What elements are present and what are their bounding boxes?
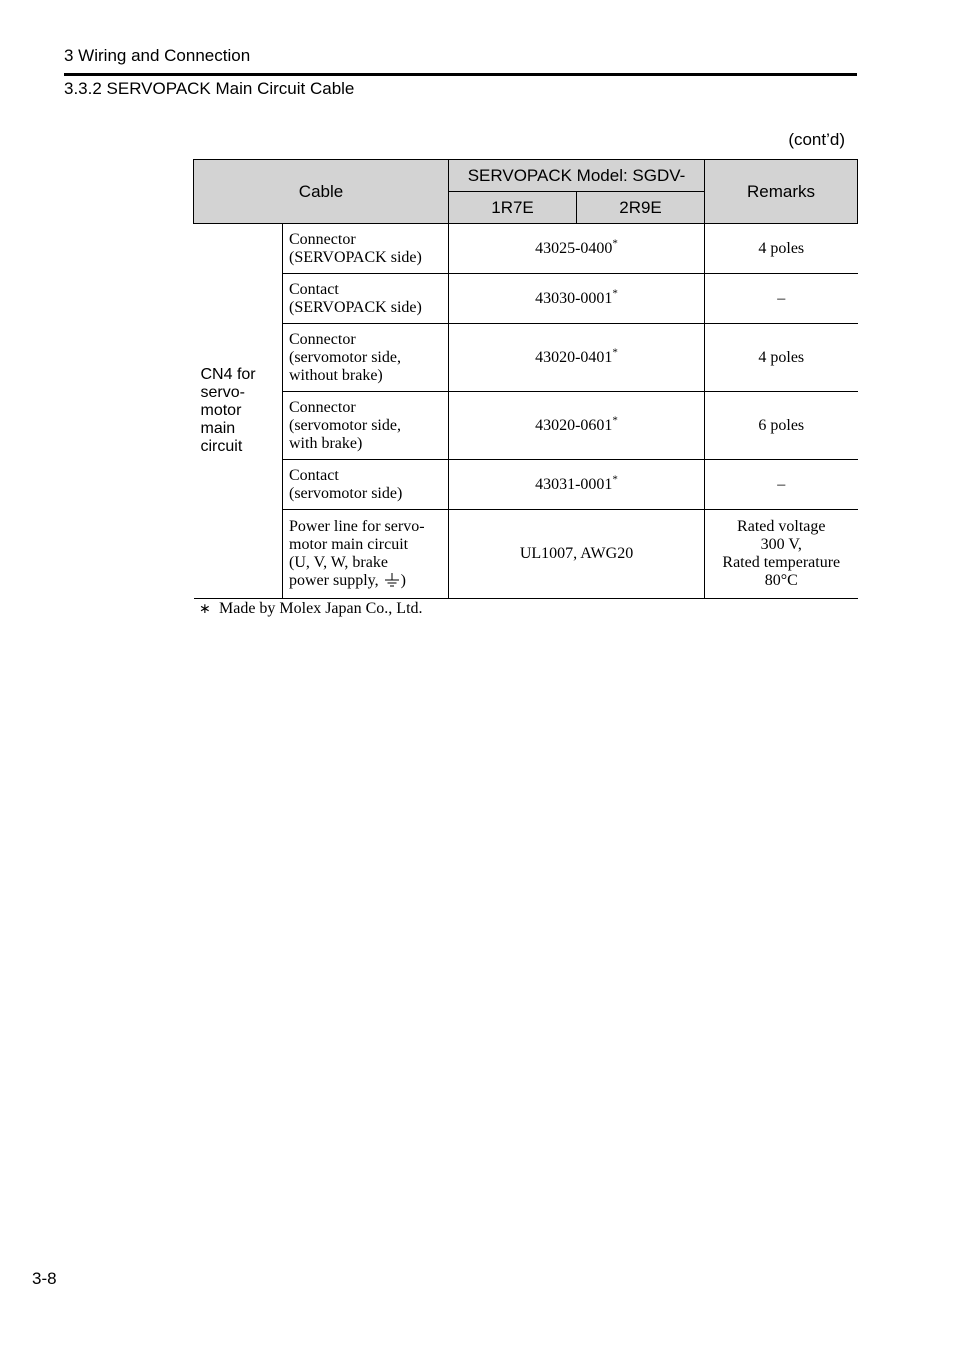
table-row [194, 392, 858, 460]
row-remark: Rated voltage 300 V, Rated temperature 80°C [705, 510, 858, 599]
row-remark: – [705, 460, 858, 510]
header-rule [64, 73, 857, 76]
section-title: 3.3.2 SERVOPACK Main Circuit Cable [64, 79, 355, 98]
row-description: Contact (SERVOPACK side) [283, 274, 449, 324]
header-model-1r7e: 1R7E [449, 192, 577, 224]
group-label: CN4 for servo- motor main circuit [194, 224, 283, 599]
chapter-title: 3 Wiring and Connection [64, 46, 251, 65]
table-row [194, 510, 858, 599]
table-row [194, 224, 858, 274]
table-row [194, 460, 858, 510]
row-description: Connector (SERVOPACK side) [283, 224, 449, 274]
row-model: 43030-0001* [449, 274, 705, 324]
row-description: Connector (servomotor side, with brake) [283, 392, 449, 460]
row-remark: – [705, 274, 858, 324]
cable-table [193, 159, 858, 599]
table-row [194, 274, 858, 324]
row-model: 43031-0001* [449, 460, 705, 510]
asterisk-mark: * [612, 287, 618, 300]
ground-symbol-icon [383, 572, 401, 588]
row-description: Connector (servomotor side, without brake) [283, 324, 449, 392]
row-remark: 6 poles [705, 392, 858, 460]
footnote-mark: ∗ [199, 602, 211, 617]
continued-label: (cont’d) [788, 130, 845, 149]
header-cable: Cable [194, 160, 449, 224]
row-description: Power line for servo- motor main circuit (U, V, W, brake power supply, ) [283, 510, 449, 599]
row-model: 43025-0400* [449, 224, 705, 274]
row-remark: 4 poles [705, 324, 858, 392]
footnote-text: Made by Molex Japan Co., Ltd. [219, 600, 423, 617]
row-description: Contact (servomotor side) [283, 460, 449, 510]
header-servopack-model: SERVOPACK Model: SGDV- [449, 160, 705, 192]
asterisk-mark: * [612, 237, 618, 250]
row-model: 43020-0401* [449, 324, 705, 392]
footnote [199, 600, 423, 618]
header-remarks: Remarks [705, 160, 858, 224]
asterisk-mark: * [612, 414, 618, 427]
asterisk-mark: * [612, 346, 618, 359]
header-model-2r9e: 2R9E [577, 192, 705, 224]
row-model: UL1007, AWG20 [449, 510, 705, 599]
table-row [194, 324, 858, 392]
row-model: 43020-0601* [449, 392, 705, 460]
asterisk-mark: * [612, 473, 618, 486]
row-remark: 4 poles [705, 224, 858, 274]
page-number: 3-8 [32, 1269, 57, 1288]
